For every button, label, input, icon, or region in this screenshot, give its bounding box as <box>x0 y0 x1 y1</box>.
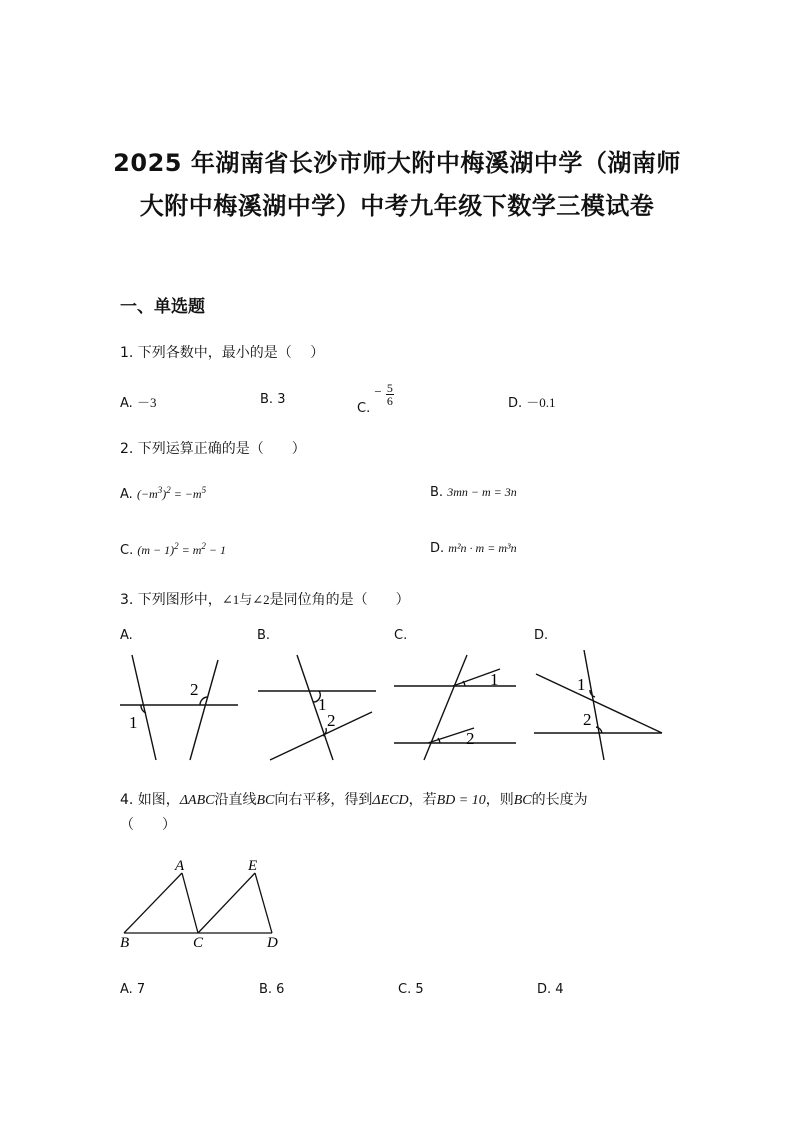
stem-triangle-1: ΔABC <box>179 793 215 808</box>
stem-triangle-2: ΔECD <box>372 793 409 808</box>
question-3-stem <box>120 589 410 609</box>
q2-option-c[interactable] <box>120 541 226 558</box>
figure-a-angle-1: 1 <box>129 713 138 732</box>
option-value: －0.1 <box>526 395 556 410</box>
option-label: A. <box>120 487 133 502</box>
option-expression: 3mn − m = 3n <box>447 485 517 499</box>
q1-option-c[interactable] <box>357 381 394 416</box>
stem-prefix: 3. 下列图形中， <box>120 592 222 608</box>
page-title-line1: 2025 年湖南省长沙市师大附中梅溪湖中学（湖南师 <box>113 149 681 177</box>
fraction <box>386 382 394 407</box>
option-label: D. <box>508 396 523 411</box>
stem-part: 4. 如图， <box>120 792 180 808</box>
q1-option-d[interactable] <box>508 392 556 411</box>
option-expression: m²n · m = m³n <box>448 541 517 555</box>
q1-option-b[interactable] <box>260 392 285 407</box>
stem-suffix: 是同位角的是（ ） <box>269 592 410 608</box>
stem-part: 沿直线 <box>214 792 257 808</box>
q3-option-b-label[interactable]: B. <box>257 628 271 643</box>
q3-option-c-label[interactable]: C. <box>394 628 408 643</box>
question-4-stem <box>120 789 588 809</box>
q3-option-d-label[interactable]: D. <box>534 628 549 643</box>
q3-figures <box>0 650 794 770</box>
fraction-denominator: 6 <box>386 394 393 408</box>
q4-option-b[interactable]: B. 6 <box>259 982 285 997</box>
stem-part: 向右平移，得到 <box>274 792 373 808</box>
q2-option-a[interactable] <box>120 485 206 502</box>
figure-a <box>120 655 238 760</box>
section-heading: 一、单选题 <box>120 297 205 317</box>
q2-option-b[interactable] <box>430 485 517 500</box>
q1-option-a[interactable] <box>120 392 156 411</box>
stem-part: 的长度为 <box>531 792 588 808</box>
point-a-label: A <box>175 858 185 874</box>
page-title-line2: 大附中梅溪湖中学）中考九年级下数学三模试卷 <box>139 192 655 220</box>
q4-option-c[interactable]: C. 5 <box>398 982 424 997</box>
q4-option-a[interactable]: A. 7 <box>120 982 146 997</box>
translated-triangles <box>124 873 272 933</box>
q2-option-d[interactable] <box>430 541 517 556</box>
option-value: 3 <box>277 392 286 407</box>
figure-c-angle-2: 2 <box>466 729 475 748</box>
figure-a-angle-2: 2 <box>190 680 199 699</box>
figure-b-angle-2: 2 <box>327 711 336 730</box>
option-label: C. <box>357 401 371 416</box>
figure-d-angle-2: 2 <box>583 710 592 729</box>
option-sign: − <box>374 384 382 399</box>
point-b-label: B <box>120 935 130 951</box>
point-e-label: E <box>248 858 258 874</box>
question-1-stem: 1. 下列各数中，最小的是（ ） <box>120 345 325 361</box>
point-d-label: D <box>267 935 278 951</box>
stem-part: ，则 <box>485 792 514 808</box>
q3-option-a-label[interactable]: A. <box>120 628 133 643</box>
fraction-numerator: 5 <box>386 381 393 395</box>
option-label: C. <box>120 543 134 558</box>
figure-d <box>534 650 662 760</box>
stem-target: BC <box>513 793 532 808</box>
stem-condition: BD = 10 <box>436 793 486 808</box>
point-c-label: C <box>193 935 204 951</box>
figure-b-angle-1: 1 <box>318 695 327 714</box>
option-value: －3 <box>136 395 157 410</box>
figure-b <box>258 655 376 760</box>
option-label: B. <box>260 392 274 407</box>
stem-line: BC <box>256 793 275 808</box>
question-2-stem: 2. 下列运算正确的是（ ） <box>120 441 306 457</box>
option-expression: $(-m^3)^2 = -m^5$ <box>136 485 207 501</box>
q4-option-d[interactable]: D. 4 <box>537 982 564 997</box>
option-expression: $(m - 1)^2 = m^2 - 1$ <box>137 541 227 557</box>
stem-part: ，若 <box>408 792 437 808</box>
figure-d-angle-1: 1 <box>577 675 586 694</box>
option-label: A. <box>120 396 133 411</box>
figure-c-angle-1: 1 <box>490 670 499 689</box>
option-label: D. <box>430 541 445 556</box>
question-4-paren: （ ） <box>120 817 176 833</box>
stem-angles: ∠1与∠2 <box>221 592 270 607</box>
option-label: B. <box>430 485 444 500</box>
q4-figure <box>0 855 794 955</box>
